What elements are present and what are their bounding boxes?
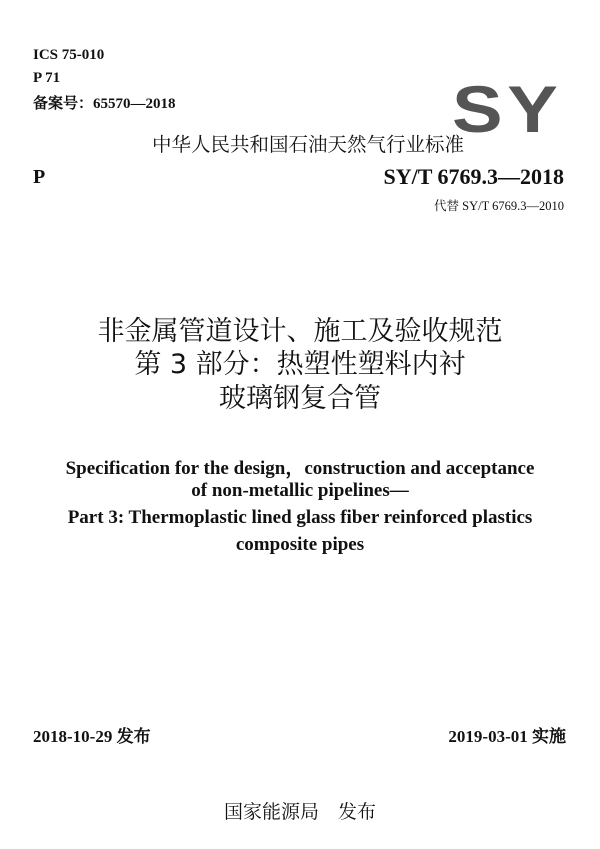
replaces-standard: 代替 SY/T 6769.3—2010 bbox=[434, 199, 564, 213]
issue-date: 2018-10-29 发布 bbox=[33, 727, 151, 746]
ics-code: ICS 75-010 bbox=[33, 47, 105, 63]
issuer-category: 中华人民共和国石油天然气行业标准 bbox=[152, 133, 465, 156]
title-cn-line-1: 非金属管道设计、施工及验收规范 bbox=[97, 316, 503, 347]
standard-number: SY/T 6769.3—2018 bbox=[383, 164, 564, 189]
category-letter: P bbox=[33, 166, 46, 188]
title-en-line-1: Specification for the design，construction and acceptance bbox=[65, 458, 535, 479]
title-en-line-3: Part 3: Thermoplastic lined glass fiber reinforced plastics bbox=[67, 507, 533, 528]
record-number: 备案号：65570—2018 bbox=[33, 96, 176, 112]
title-cn-line-3: 玻璃钢复合管 bbox=[219, 383, 381, 414]
ccs-code: P 71 bbox=[33, 70, 61, 86]
publisher: 国家能源局 发布 bbox=[223, 801, 376, 823]
sy-logo: SY bbox=[452, 72, 563, 146]
title-cn-line-2: 第 3 部分：热塑性塑料内衬 bbox=[134, 349, 466, 380]
title-en-line-2: of non-metallic pipelines— bbox=[191, 480, 409, 501]
title-en-line-4: composite pipes bbox=[235, 534, 365, 555]
implementation-date: 2019-03-01 实施 bbox=[448, 727, 566, 746]
